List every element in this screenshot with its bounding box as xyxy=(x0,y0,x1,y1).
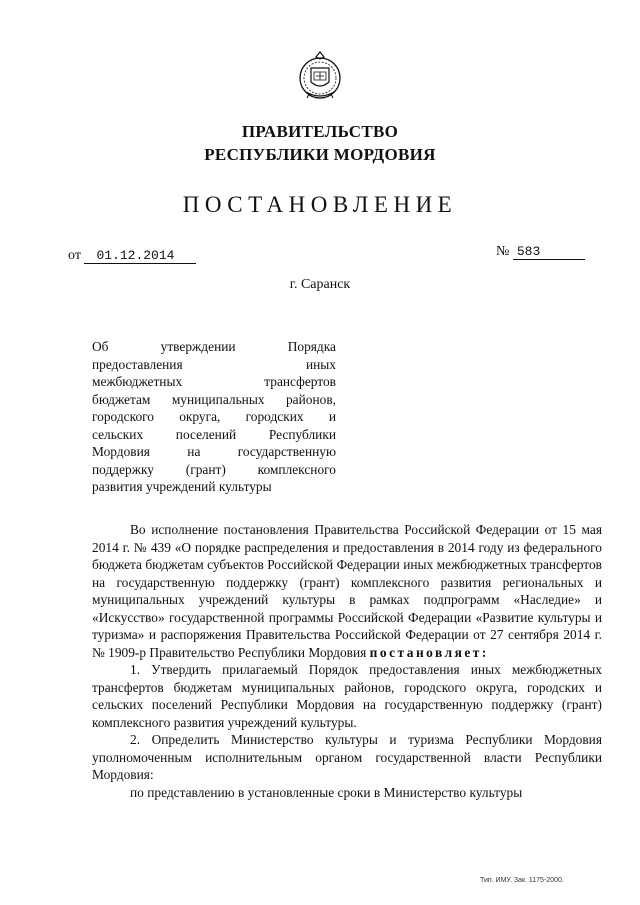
clause-1: 1. Утвердить прилагаемый Порядок предоставления иных межбюджетных трансфертов бюджетам муниципальных районов, городского округа, городских и сельских поселений Республики Мордовия на государственную поддержку (грант) комплексного развития учреждений культуры. xyxy=(92,662,602,730)
number-field xyxy=(496,244,585,260)
resolution-subject xyxy=(92,338,336,496)
subject-line: поддержку (грант) комплексного xyxy=(92,461,336,477)
number-prefix: № xyxy=(496,244,510,259)
resolution-body xyxy=(92,521,602,801)
resolves-keyword: постановляет xyxy=(369,644,482,660)
resolves-colon: : xyxy=(481,644,489,660)
subject-line: предоставления иных xyxy=(92,356,336,372)
number-value: 583 xyxy=(513,244,585,260)
government-title-line1: ПРАВИТЕЛЬСТВО xyxy=(241,122,399,141)
subject-line: сельских поселений Республики xyxy=(92,426,336,442)
subject-line: межбюджетных трансфертов xyxy=(92,374,336,389)
subject-line: развития учреждений культуры xyxy=(92,479,272,494)
subject-line: Об утверждении Порядка xyxy=(92,339,336,354)
date-value: 01.12.2014 xyxy=(84,248,196,264)
document-type-heading: ПОСТАНОВЛЕНИЕ xyxy=(182,192,458,217)
subject-line: Мордовия на государственную xyxy=(92,444,336,459)
government-title-line2: РЕСПУБЛИКИ МОРДОВИЯ xyxy=(204,145,436,164)
clause-2-item: по представлению в установленные сроки в Министерство культуры xyxy=(130,784,523,800)
subject-line: городского округа, городских и xyxy=(92,409,336,424)
preamble-text: Во исполнение постановления Правительства Российской Федерации от 15 мая 2014 г. № 439 «О порядке распределения и предоставления в 2014 году из федерального бюджета бюджетам субъектов Российской Федерации иных межбюджетных трансфертов на государственную поддержку (грант) комплексного развития региональных и муниципальных учреждений культуры в рамках подпрограмм «Наследие» и «Искусство» государственной программы Российской Федерации «Развитие культуры и туризма» и распоряжения Правительства Российской Федерации от 27 сентября 2014 г. № 1909-р Правительство Республики Мордовия xyxy=(92,522,602,660)
date-field xyxy=(68,248,196,264)
city-label: г. Саранск xyxy=(289,277,351,292)
preamble-paragraph xyxy=(92,521,602,661)
subject-line: бюджетам муниципальных районов, xyxy=(92,391,336,407)
print-mark: Тип. ИМУ. Зак. 1175-2000. xyxy=(480,877,564,884)
coat-of-arms-emblem xyxy=(296,48,344,102)
date-prefix: от xyxy=(68,248,81,263)
clause-2: 2. Определить Министерство культуры и туризма Республики Мордовия уполномоченным исполнительным органом государственной власти Республики Мордовия: xyxy=(92,732,602,782)
